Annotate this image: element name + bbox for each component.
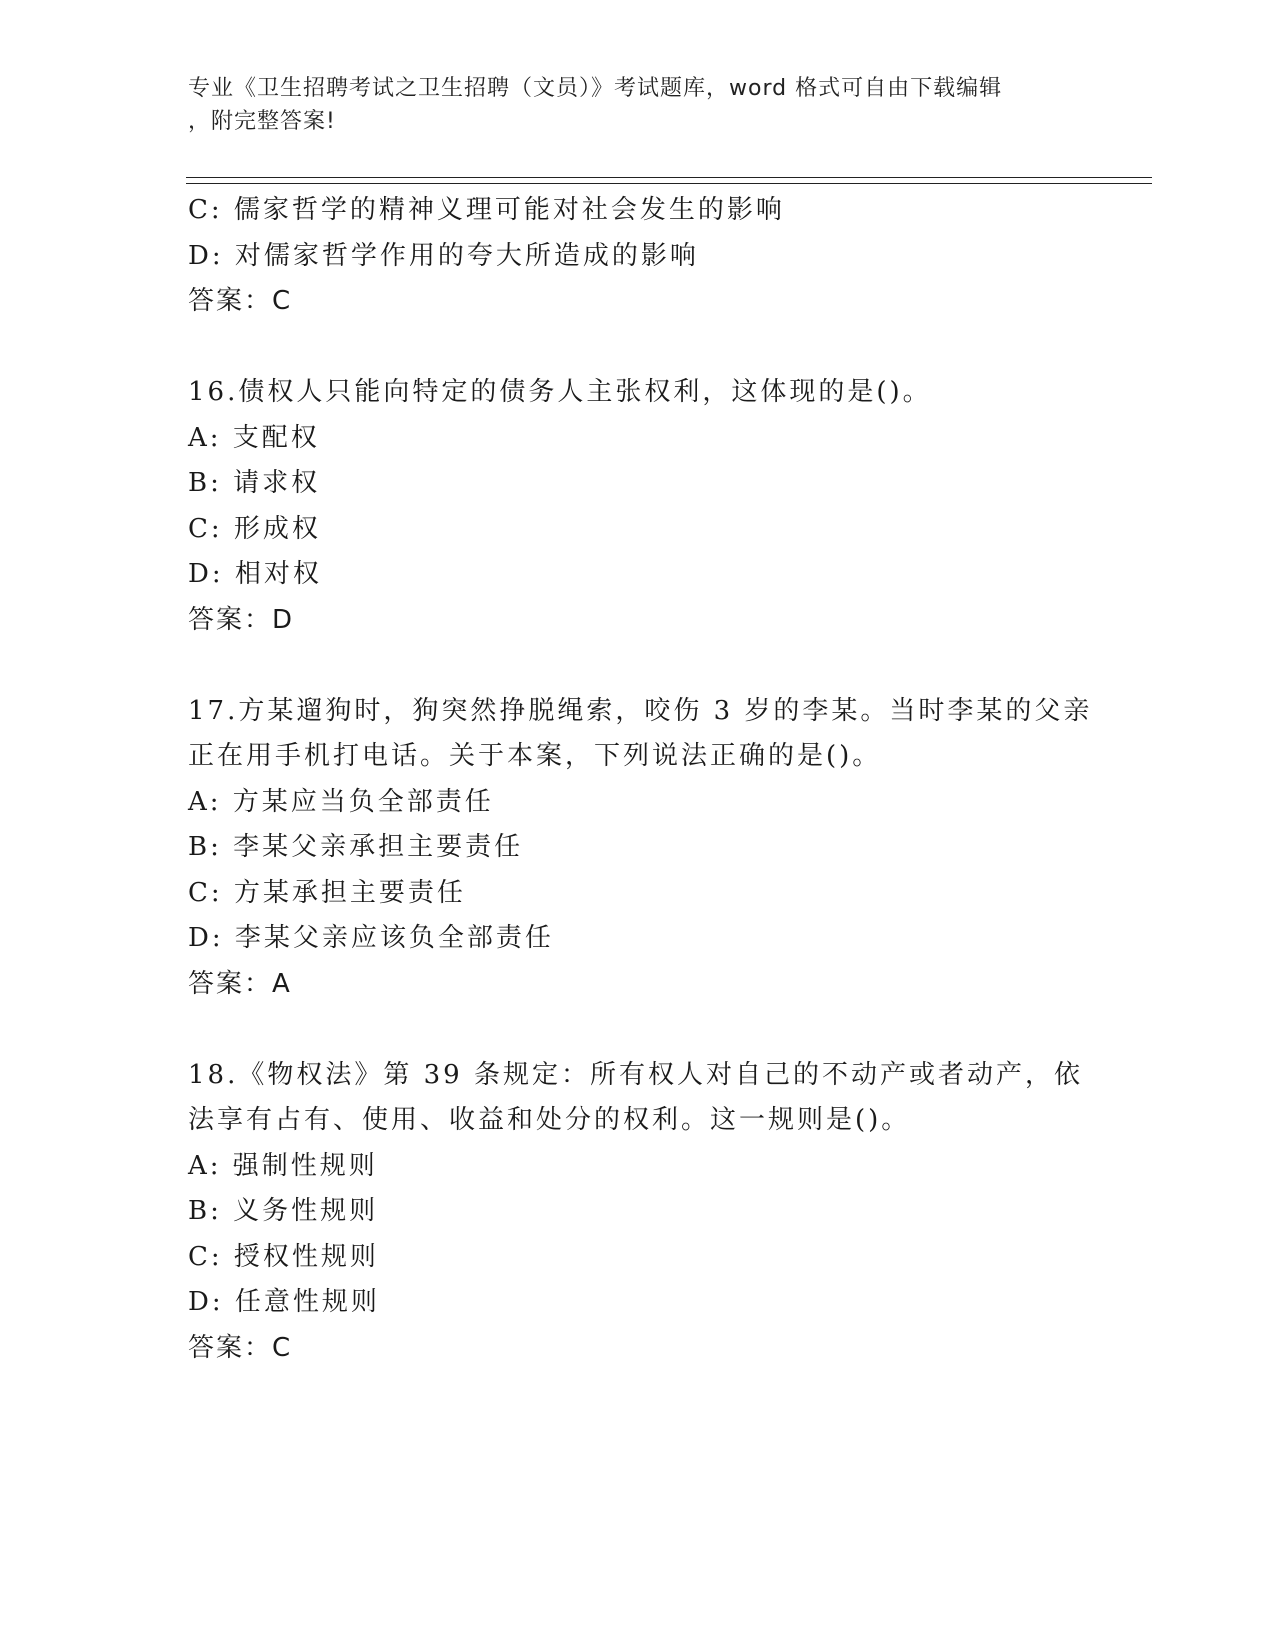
option-d: D: 相对权 bbox=[188, 559, 322, 589]
option-c: C: 儒家哲学的精神义理可能对社会发生的影响 bbox=[188, 195, 785, 225]
question-stem: 18.《物权法》第 39 条规定：所有权人对自己的不动产或者动产，依 bbox=[188, 1059, 1083, 1090]
document-header bbox=[188, 72, 1068, 138]
question-stem: 17.方某遛狗时，狗突然挣脱绳索，咬伤 3 岁的李某。当时李某的父亲 bbox=[188, 695, 1093, 726]
option-c: C: 授权性规则 bbox=[188, 1241, 379, 1272]
option-d: D: 任意性规则 bbox=[188, 1287, 380, 1317]
option-d: D: 李某父亲应该负全部责任 bbox=[188, 923, 554, 953]
question-17 bbox=[188, 689, 1093, 1008]
question-stem-continued: 正在用手机打电话。关于本案，下列说法正确的是()。 bbox=[188, 741, 882, 771]
answer: 答案：C bbox=[188, 1332, 293, 1363]
option-b: B: 李某父亲承担主要责任 bbox=[188, 832, 524, 862]
option-d: D: 对儒家哲学作用的夸大所造成的影响 bbox=[188, 240, 699, 271]
spacer bbox=[188, 1007, 1088, 1053]
question-content bbox=[188, 188, 1093, 1371]
spacer bbox=[188, 325, 1088, 371]
option-b: B: 义务性规则 bbox=[188, 1196, 379, 1226]
header-rule-bottom bbox=[186, 183, 1152, 184]
question-18 bbox=[188, 1053, 1088, 1372]
question-stem: 16.债权人只能向特定的债务人主张权利，这体现的是()。 bbox=[188, 377, 932, 407]
header-rule-top bbox=[186, 177, 1152, 178]
answer: 答案：D bbox=[188, 604, 295, 635]
option-a: A: 强制性规则 bbox=[188, 1150, 378, 1181]
answer: 答案：C bbox=[188, 286, 293, 316]
question-stem-continued: 法享有占有、使用、收益和处分的权利。这一规则是()。 bbox=[188, 1105, 911, 1135]
option-a: A: 支配权 bbox=[188, 422, 320, 453]
option-c: C: 方某承担主要责任 bbox=[188, 877, 466, 908]
option-b: B: 请求权 bbox=[188, 468, 321, 498]
spacer bbox=[188, 643, 1088, 689]
header-line-2: ，附完整答案! bbox=[188, 109, 336, 134]
answer: 答案：A bbox=[188, 968, 292, 999]
question-16 bbox=[188, 370, 1088, 643]
option-a: A: 方某应当负全部责任 bbox=[188, 786, 494, 817]
header-line-1: 专业《卫生招聘考试之卫生招聘（文员）》考试题库，word 格式可自由下载编辑 bbox=[188, 76, 1003, 101]
option-c: C: 形成权 bbox=[188, 513, 321, 544]
